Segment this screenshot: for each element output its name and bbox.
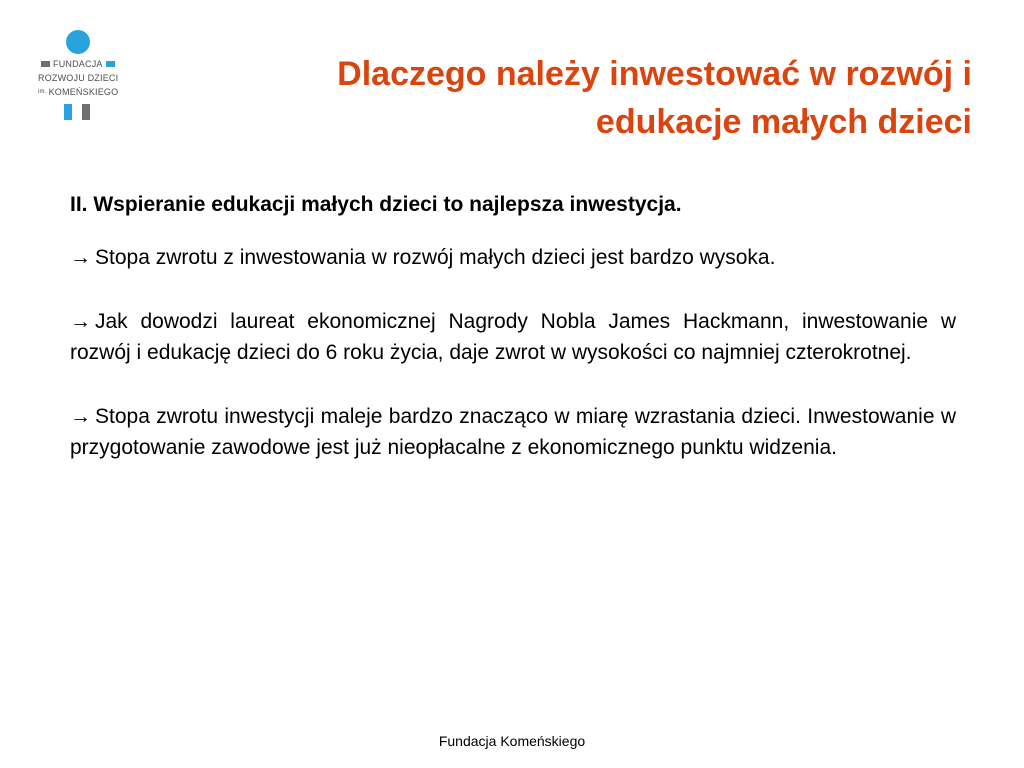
logo-square-icon [106,61,115,67]
logo-circle-icon [66,30,90,54]
bullet-point-text: Stopa zwrotu z inwestowania w rozwój małych dzieci jest bardzo wysoka. [95,246,776,269]
slide-footer: Fundacja Komeńskiego [438,733,586,749]
logo-text [38,57,124,99]
logo-line-1 [38,57,124,71]
slide-content [70,190,956,496]
arrow-right-icon: → [70,310,91,333]
slide-title-line-1: Dlaczego należy inwestować w rozwój i [337,55,972,93]
logo-bar-icon [64,104,72,120]
bullet-point [70,306,956,368]
logo-line-2-text: ROZWOJU DZIECI [38,73,119,83]
arrow-right-icon: → [70,246,91,269]
logo-bar-icon [82,104,90,120]
foundation-logo [36,30,126,122]
bullet-point-text: Stopa zwrotu inwestycji maleje bardzo znacząco w miarę wzrastania dzieci. Inwestowanie w przygotowanie zawodowe jest już nieopłacalne z ekonomicznego punktu widzenia. [70,405,956,459]
logo-line-3-text: KOMEŃSKIEGO [48,87,119,97]
bullet-point [70,401,956,463]
logo-line-1-text: FUNDACJA [53,59,103,69]
slide-title [212,50,972,146]
bullet-point-text: Jak dowodzi laureat ekonomicznej Nagrody Nobla James Hackmann, inwestowanie w rozwój i edukację dzieci do 6 roku życia, daje zwrot w wysokości co najmniej czterokrotnej. [70,310,956,364]
slide-title-line-2: edukacje małych dzieci [595,103,972,141]
logo-square-icon [41,61,50,67]
logo-line-3 [38,85,124,99]
logo-line-2 [38,71,124,85]
logo-line-3-prefix: im. [38,89,47,95]
logo-bars [64,104,100,120]
bullet-point [70,242,956,273]
section-heading: II. Wspieranie edukacji małych dzieci to najlepsza inwestycja. [70,193,682,216]
arrow-right-icon: → [70,405,91,428]
